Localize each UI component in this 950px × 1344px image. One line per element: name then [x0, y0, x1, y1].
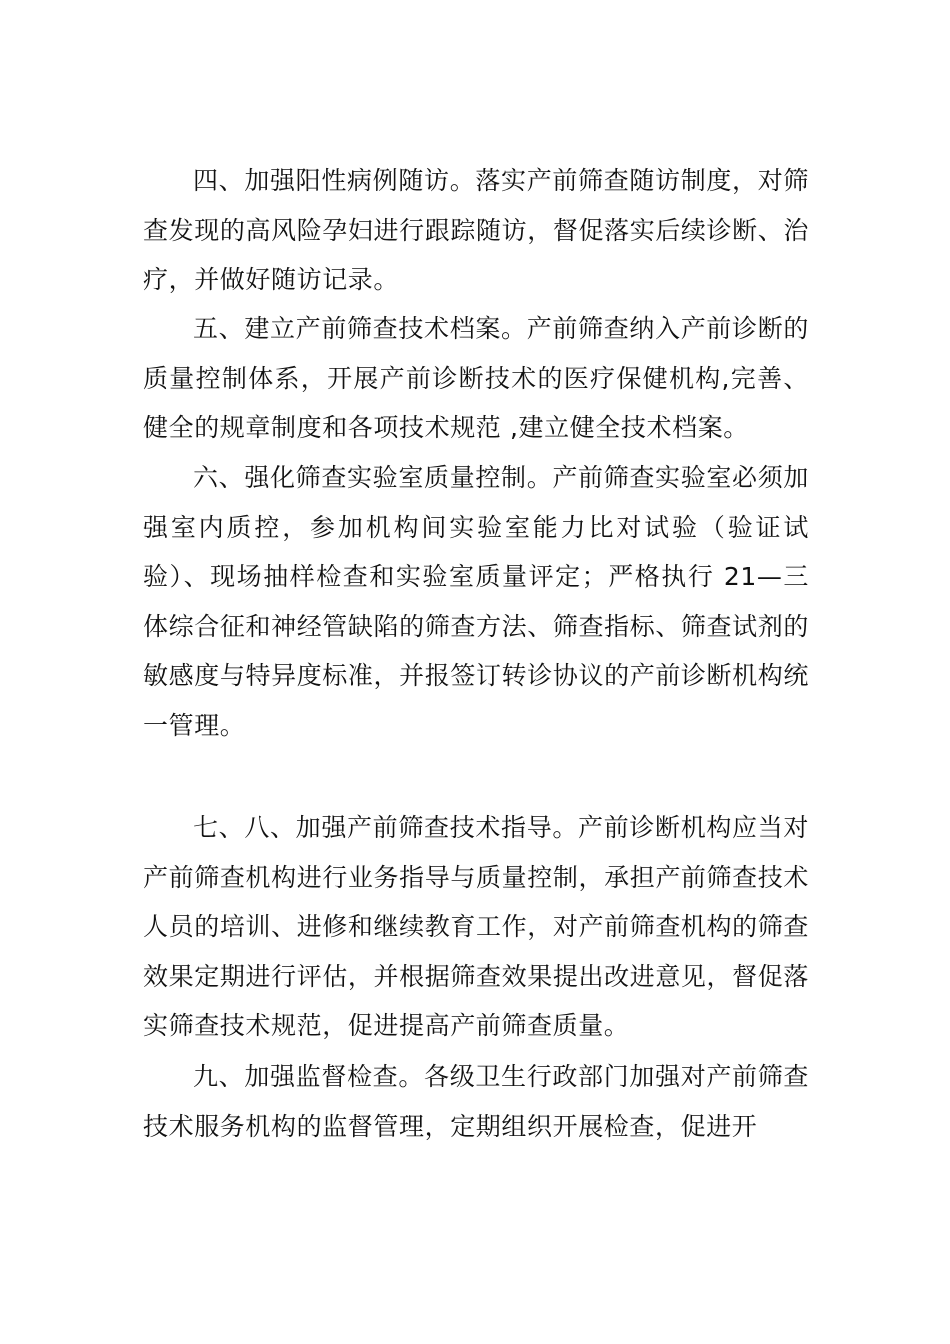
paragraph-technical-guidance: 七、八、加强产前筛查技术指导。产前诊断机构应当对产前筛查机构进行业务指导与质量控制，承担产前筛查技术人员的培训、进修和继续教育工作，对产前筛查机构的筛查效果定期进行评估，并根据筛查效果提出改进意见，督促落实筛查技术规范，促进提高产前筛查质量。 [143, 813, 809, 1041]
paragraph-technical-archive: 五、建立产前筛查技术档案。产前筛查纳入产前诊断的质量控制体系，开展产前诊断技术的医疗保健机构,完善、健全的规章制度和各项技术规范 ,建立健全技术档案。 [143, 314, 809, 443]
paragraph-supervision: 九、加强监督检查。各级卫生行政部门加强对产前筛查技术服务机构的监督管理，定期组织开展检查，促进开 [143, 1062, 809, 1141]
paragraph-follow-up: 四、加强阳性病例随访。落实产前筛查随访制度，对筛查发现的高风险孕妇进行跟踪随访，督促落实后续诊断、治疗，并做好随访记录。 [143, 166, 809, 295]
paragraph-lab-quality-control: 六、强化筛查实验室质量控制。产前筛查实验室必须加强室内质控，参加机构间实验室能力比对试验（验证试验）、现场抽样检查和实验室质量评定；严格执行 21—三体综合征和神经管缺陷的筛查方法、筛查指标、筛查试剂的敏感度与特异度标准，并报签订转诊协议的产前诊断机构统一管理。 [143, 463, 809, 740]
